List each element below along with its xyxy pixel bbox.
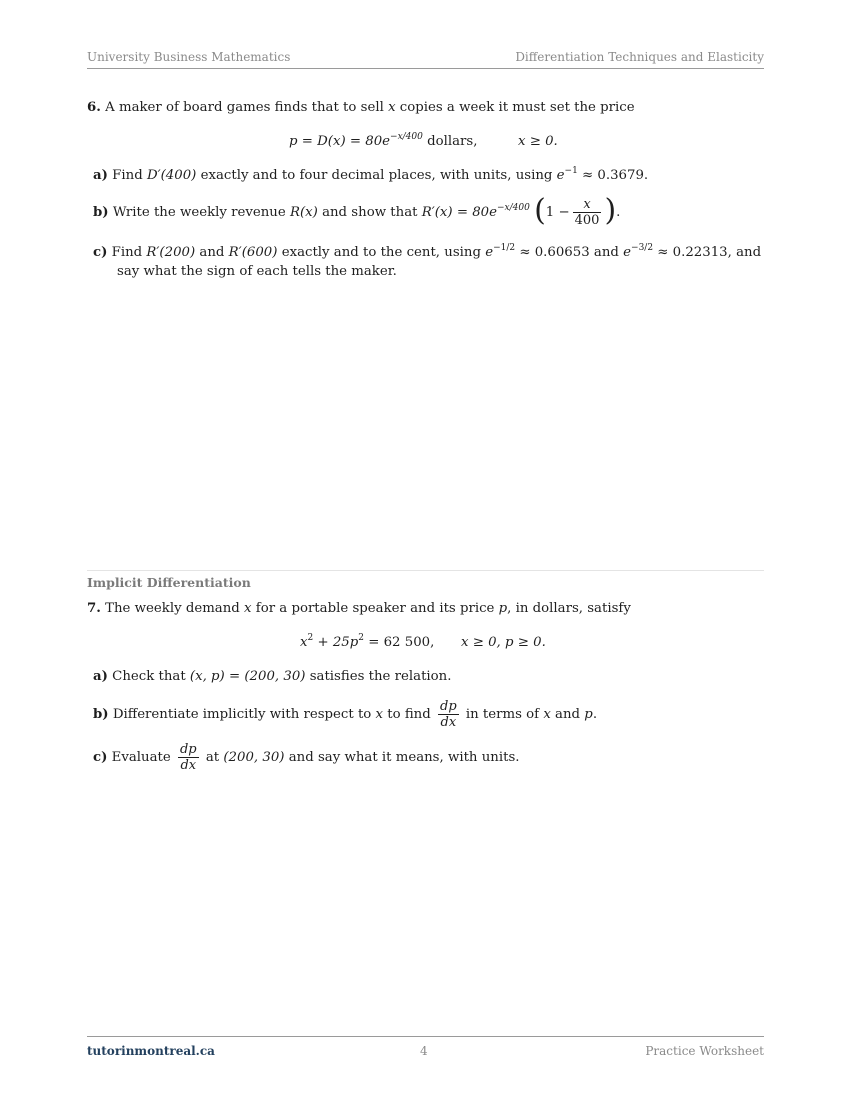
q7-intro-var-2: p (498, 601, 508, 616)
q7-b-text-4: and (550, 707, 585, 722)
q7-c-text-1: Evaluate (111, 750, 171, 765)
q6-c-exp-4: −3/2 (631, 242, 654, 253)
footer-site-link[interactable]: tutorinmontreal.ca (87, 1044, 215, 1058)
q7-display-mid: + 25p (313, 635, 359, 650)
q6-b-period: . (616, 205, 621, 220)
q6-c-math-3: e (485, 245, 494, 260)
q6-b-text-2: and show that (317, 205, 422, 220)
q7-b-text-1: Differentiate implicitly with respect to (112, 707, 376, 722)
q7-intro-text-1: The weekly demand (105, 601, 245, 616)
q6-display-exp: −x/400 (390, 131, 423, 142)
q6-c-exp-3: −1/2 (493, 242, 516, 253)
q7-c-math-2: (200, 30) (223, 750, 285, 765)
q7-b-fraction (438, 699, 459, 730)
q7-number: 7. (87, 601, 101, 616)
q6-display-lhs: p = D(x) = 80e (289, 134, 391, 149)
q6-b-fraction (573, 197, 602, 228)
q6-number: 6. (87, 100, 101, 115)
q6-c-text-1: Find (111, 245, 147, 260)
q6-c-text-2: and (195, 245, 229, 260)
q7-b-math-3: x (543, 707, 551, 722)
q7-c-frac-den: dx (178, 757, 199, 773)
q6-intro (87, 99, 635, 117)
q6-display-equation (289, 133, 477, 151)
q6-a-text-3: ≈ 0.3679. (577, 168, 649, 183)
q7-a-text-2: satisfies the relation. (305, 669, 452, 684)
q6-intro-text-2: copies a week it must set the price (395, 100, 635, 115)
q7-intro-var-1: x (244, 601, 252, 616)
q6-display-units: dollars, (422, 134, 478, 149)
q7-display-x: x (300, 635, 308, 650)
q6-c-math-4: e (623, 245, 632, 260)
header-course-title: University Business Mathematics (87, 50, 291, 64)
q7-part-b (93, 697, 597, 733)
q7-b-math-1: x (375, 707, 384, 722)
q6-a-label: a) (93, 168, 108, 183)
q6-b-paren-open: ( (534, 192, 546, 228)
q7-display-condition: x ≥ 0, p ≥ 0. (461, 635, 546, 650)
q6-c-text-5: ≈ 0.22313, and (653, 245, 762, 260)
q7-a-text-1: Check that (112, 669, 190, 684)
q7-b-frac-num: dp (440, 699, 457, 714)
q7-b-text-2: to find (383, 707, 431, 722)
q7-intro-text-2: for a portable speaker and its price (251, 601, 499, 616)
q6-b-math-2: R′(x) = 80e (421, 205, 498, 220)
q6-a-math-1: D′(400) (146, 168, 197, 183)
q6-c-math-2: R′(600) (228, 245, 278, 260)
q6-part-c (93, 244, 761, 262)
q6-a-math-2: e (556, 168, 565, 183)
q6-c-line2: say what the sign of each tells the maker. (117, 264, 397, 279)
q7-a-math-1: (x, p) = (200, 30) (189, 669, 306, 684)
q7-part-c (93, 740, 520, 776)
q7-display-p-exp: 2 (358, 632, 364, 643)
q7-b-text-5: . (592, 707, 598, 722)
q7-intro (87, 600, 631, 618)
q6-b-math-1: R(x) (289, 205, 318, 220)
q6-part-b (93, 192, 621, 231)
q6-part-a (93, 167, 648, 185)
q6-b-paren-close: ) (604, 192, 617, 228)
q7-c-label: c) (93, 750, 108, 765)
footer-page-number: 4 (420, 1044, 428, 1058)
page-header (87, 50, 764, 69)
q6-b-one-minus: 1 − (545, 205, 570, 220)
q7-b-math-4: p (584, 707, 593, 722)
q6-a-text-1: Find (112, 168, 147, 183)
q7-display-x-exp: 2 (307, 632, 314, 643)
section-title: Implicit Differentiation (87, 575, 251, 590)
q7-b-label: b) (93, 707, 109, 722)
q6-c-text-4: ≈ 0.60653 and (515, 245, 624, 260)
q7-c-text-3: and say what it means, with units. (284, 750, 520, 765)
q6-intro-var: x (388, 100, 396, 115)
q6-c-label: c) (93, 245, 108, 260)
q6-a-exp-2: −1 (564, 165, 578, 176)
q6-a-text-2: exactly and to four decimal places, with units, using (196, 168, 557, 183)
header-topic-title: Differentiation Techniques and Elasticity (515, 50, 764, 64)
q6-b-frac-den: 400 (574, 213, 600, 228)
q7-b-frac-den: dx (438, 714, 459, 730)
q7-c-frac-num: dp (179, 742, 197, 757)
q7-display-equation (300, 634, 434, 652)
footer-doc-type: Practice Worksheet (645, 1044, 764, 1058)
section-divider (87, 570, 764, 571)
q7-display-rhs: = 62 500, (364, 635, 435, 650)
q7-part-a (93, 668, 451, 686)
q6-b-label: b) (93, 205, 109, 220)
page-footer (87, 1036, 764, 1061)
q7-a-label: a) (93, 669, 108, 684)
q7-c-text-2: at (205, 750, 224, 765)
q6-c-math-1: R′(200) (146, 245, 196, 260)
q6-c-text-3: exactly and to the cent, using (277, 245, 486, 260)
q6-intro-text-1: A maker of board games finds that to sell (105, 100, 389, 115)
q6-b-frac-num: x (583, 197, 591, 212)
q7-intro-text-3: , in dollars, satisfy (507, 601, 631, 616)
q6-b-exp-2: −x/400 (497, 202, 530, 213)
q7-b-text-3: in terms of (465, 707, 544, 722)
q6-b-text-1: Write the weekly revenue (112, 205, 290, 220)
q6-display-condition: x ≥ 0. (518, 134, 558, 149)
q7-c-fraction (178, 742, 199, 773)
